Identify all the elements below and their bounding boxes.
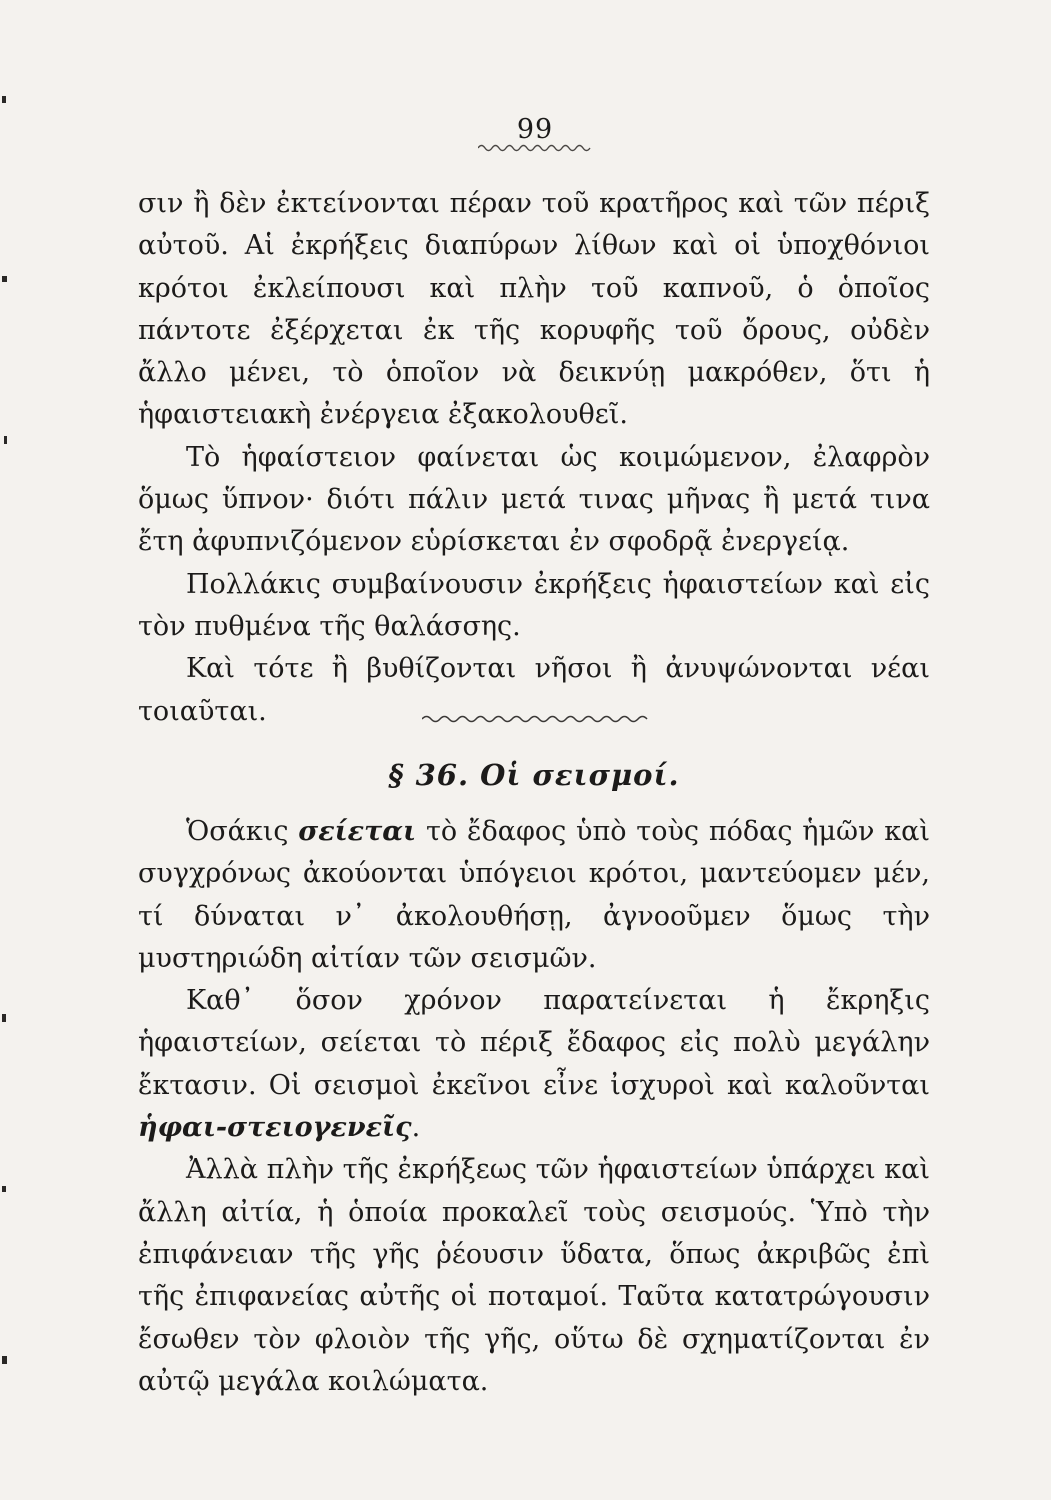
paragraph-dormant-volcano: Τὸ ἡφαίστειον φαίνεται ὡς κοιμώμενον, ἐλαφρὸν ὅμως ὕπνον· διότι πάλιν μετά τινας μῆνας ἢ μετά τινα ἔτη ἀφυπνιζόμενον εὑρίσκεται ἐν σφοδρᾷ ἐνεργείᾳ.	[138, 441, 930, 558]
paragraph-earthquakes-intro	[138, 811, 930, 980]
paragraph-undersea-eruptions: Πολλάκις συμβαίνουσιν ἐκρήξεις ἡφαιστείων καὶ εἰς τὸν πυθμένα τῆς θαλάσσης.	[138, 568, 930, 642]
paragraph-volcanic-quakes	[138, 980, 930, 1149]
scan-speck	[2, 1186, 6, 1192]
scan-speck	[4, 436, 7, 444]
paragraph-text: Ὁσάκις	[186, 816, 299, 847]
emphasis-term: σείεται	[298, 816, 417, 847]
page-number: 99	[516, 114, 554, 145]
paragraph-text: Καθ᾽ ὅσον χρόνον παρατείνεται ἡ ἔκρηξις ἡφαιστείων, σείεται τὸ πέριξ ἔδαφος εἰς πολὺ μεγάλην ἔκτασιν. Οἱ σεισμοὶ ἐκεῖνοι εἶνε ἰσχυροὶ καὶ καλοῦνται	[138, 985, 930, 1101]
scan-speck	[2, 96, 6, 103]
scan-speck	[2, 1014, 6, 1022]
page-number-ornament	[478, 143, 596, 153]
paragraph-underground-waters: Ἀλλὰ πλὴν τῆς ἐκρήξεως τῶν ἡφαιστείων ὑπάρχει καὶ ἄλλη αἰτία, ἡ ὁποία προκαλεῖ τοὺς σεισμούς. Ὑπὸ τὴν ἐπιφάνειαν τῆς γῆς ῥέουσιν ὕδατα, ὅπως ἀκριβῶς ἐπὶ τῆς ἐπιφανείας αὐτῆς οἱ ποταμοί. Ταῦτα κατατρώγουσιν ἔσωθεν τὸν φλοιὸν τῆς γῆς, οὕτω δὲ σχηματίζονται ἐν αὐτῷ μεγάλα κοιλώματα.	[138, 1154, 930, 1397]
paragraph-continued: σιν ἢ δὲν ἐκτείνονται πέραν τοῦ κρατῆρος καὶ τῶν πέριξ αὐτοῦ. Αἱ ἐκρήξεις διαπύρων λίθων καὶ οἱ ὑποχθόνιοι κρότοι ἐκλείπουσι καὶ πλὴν τοῦ καπνοῦ, ὁ ὁποῖος πάντοτε ἐξέρχεται ἐκ τῆς κορυφῆς τοῦ ὄρους, οὐδὲν ἄλλο μένει, τὸ ὁποῖον νὰ δεικνύῃ μακρόθεν, ὅτι ἡ ἡφαιστειακὴ ἐνέργεια ἐξακολουθεῖ.	[138, 188, 930, 431]
section-divider-ornament	[422, 714, 648, 724]
upper-text-block	[138, 183, 930, 733]
paragraph-text: τὸ ἔδαφος ὑπὸ τοὺς πόδας ἡμῶν καὶ συγχρόνως ἀκούονται ὑπόγειοι κρότοι, μαντεύομεν μέν, τί δύναται ν᾽ ἀκολουθήσῃ, ἀγνοοῦμεν ὅμως τὴν μυστηριώδη αἰτίαν τῶν σεισμῶν.	[138, 816, 930, 974]
scan-speck	[2, 1356, 7, 1364]
lower-text-block	[138, 811, 930, 1403]
paragraph-text: .	[411, 1112, 421, 1144]
scan-speck	[2, 276, 7, 282]
emphasis-term: ἡφαι-στειογενεῖς	[138, 1112, 412, 1144]
section-heading: § 36. Οἱ σεισμοί.	[388, 758, 680, 792]
paragraph-islands: Καὶ τότε ἢ βυθίζονται νῆσοι ἢ ἀνυψώνονται νέαι τοιαῦται.	[138, 653, 930, 727]
